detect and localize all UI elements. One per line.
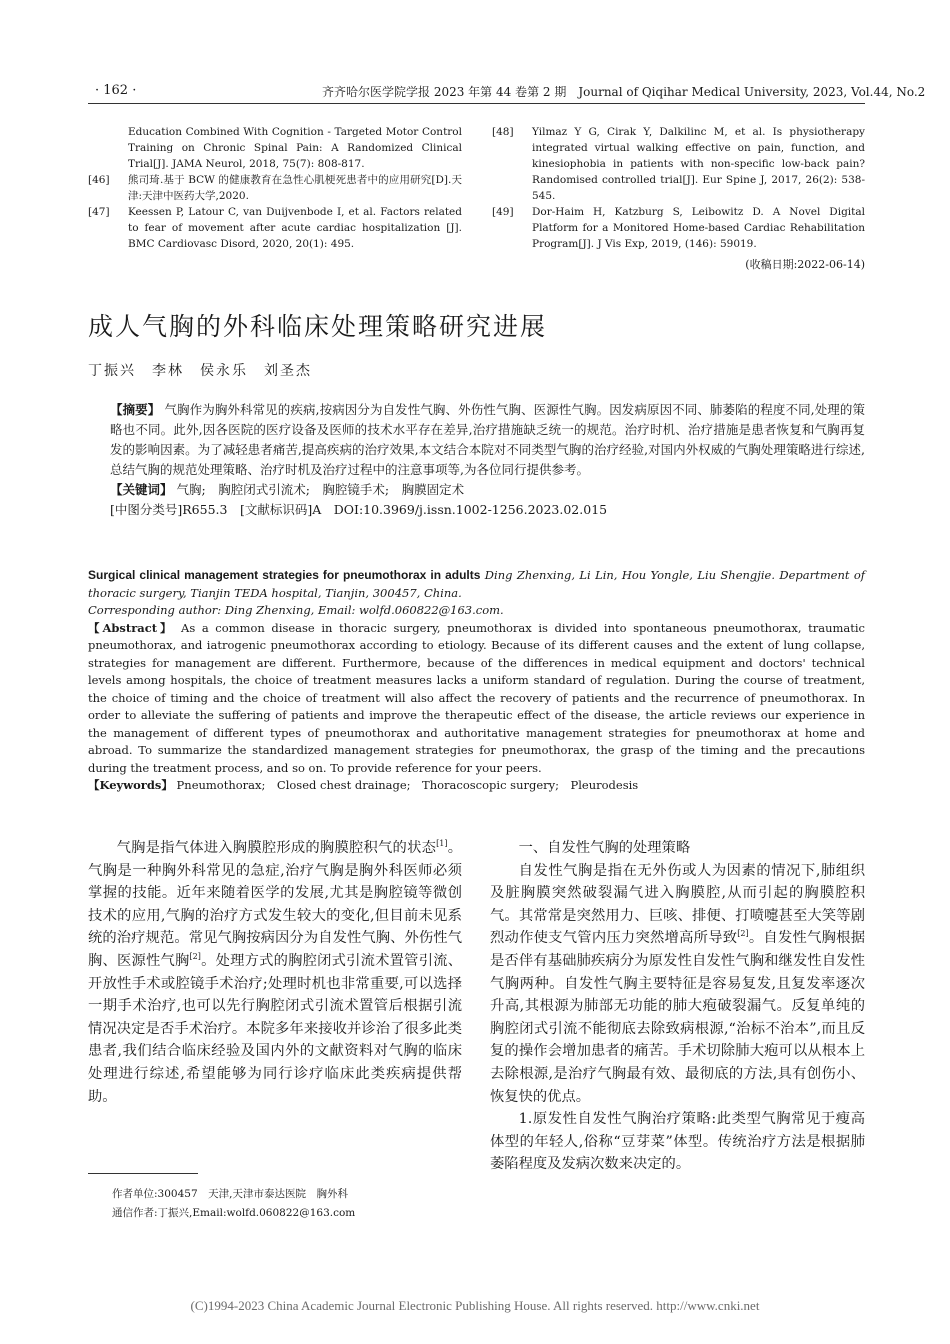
- body-column-right: [490, 837, 865, 1176]
- english-abstract-block: [88, 567, 865, 795]
- abstract-label: 【摘要】: [110, 402, 161, 417]
- english-affiliation: Department of thoracic surgery, Tianjin TEDA hospital, Tianjin, 300457, China.: [88, 568, 866, 600]
- chinese-abstract: [88, 400, 865, 480]
- page-number: · 162 ·: [95, 83, 137, 98]
- section-heading: 一、自发性气胸的处理策略: [518, 840, 691, 856]
- author-affiliation: 作者单位:300457 天津,天津市泰达医院 胸外科: [112, 1188, 348, 1200]
- english-title: Surgical clinical management strategies for pneumothorax in adults: [88, 568, 481, 582]
- citation: [1]: [436, 839, 448, 849]
- header-rule: [88, 103, 865, 104]
- copyright-watermark: (C)1994-2023 China Academic Journal Electronic Publishing House. All rights reserved. http://www.cnki.net: [190, 1298, 760, 1313]
- english-abstract-label: 【Abstract】: [88, 620, 175, 635]
- citation: [2]: [189, 952, 201, 962]
- english-authors: Ding Zhenxing, Li Lin, Hou Yongle, Liu Shengjie.: [484, 568, 775, 582]
- english-keywords-text: Pneumothorax; Closed chest drainage; Thoracoscopic surgery; Pleurodesis: [176, 778, 639, 792]
- footnotes: [112, 1185, 355, 1223]
- reference-item: [49] Dor-Haim H, Katzburg S, Leibowitz D. A Novel Digital Platform for a Monitored Home-based Cardiac Rehabilitation Program[J]. J Vis Exp, 2019, (146): 59019.: [492, 206, 865, 250]
- intro-paragraph: 气胸是指气体进入胸膜腔形成的胸膜腔积气的状态[1]。气胸是一种胸外科常见的急症,治疗气胸是胸外科医师必须掌握的技能。近年来随着医学的发展,尤其是胸腔镜等微创技术的应用,气胸的治疗方式发生较大的变化,但目前未见系统的治疗规范。常见气胸按病因分为自发性气胸、外伤性气胸、医源性气胸[2]。处理方式的胸腔闭式引流术置管引流、开放性手术或腔镜手术治疗;处理时机也非常重要,可以选择一期手术治疗,也可以先行胸腔闭式引流术置管后根据引流情况决定是否手术治疗。本院多年来接收并诊治了很多此类患者,我们结合临床经验及国内外的文献资料对气胸的临床处理进行综述,希望能够为同行诊疗临床此类疾病提供帮助。: [88, 839, 463, 1105]
- body-column-left: [88, 837, 462, 1108]
- abstract-text: 气胸作为胸外科常见的疾病,按病因分为自发性气胸、外伤性气胸、医源性气胸。因发病原因不同、肺萎陷的程度不同,处理的策略也不同。此外,因各医院的医疗设备及医师的技术水平存在差异,治疗措施缺乏统一的规范。治疗时机、治疗措施是患者恢复和气胸再复发的影响因素。为了减轻患者痛苦,提高疾病的治疗效果,本文结合本院对不同类型气胸的治疗经验,对国内外权威的气胸处理策略进行综述,总结气胸的规范处理策略、治疗时机及治疗过程中的注意事项等,为各位同行提供参考。: [110, 402, 865, 477]
- reference-item: Education Combined With Cognition - Targeted Motor Control Training on Chronic Spinal Pain: A Randomized Clinical Trial[J]. JAMA Neurol, 2018, 75(7): 808-817.: [128, 126, 462, 170]
- citation: [2]: [737, 929, 749, 939]
- english-keywords: [88, 777, 865, 795]
- english-corresponding: Corresponding author: Ding Zhenxing, Email: wolfd.060822@163.com.: [88, 603, 504, 617]
- reference-item: [46] 熊司琦.基于 BCW 的健康教育在急性心肌梗死患者中的应用研究[D].天津:天津中医药大学,2020.: [88, 174, 462, 202]
- reference-item: [48] Yilmaz Y G, Cirak Y, Dalkilinc M, et al. Is physiotherapy integrated virtual walking effective on pain, function, and kinesiophobia in patients with non-specific low-back pain? Randomised controlled trial[J]. Eur Spine J, 2017, 26(2): 538-545.: [492, 126, 865, 202]
- body-paragraph: 自发性气胸是指在无外伤或人为因素的情况下,肺组织及脏胸膜突然破裂漏气进入胸膜腔,从而引起的胸膜腔积气。其常常是突然用力、巨咳、排便、打喷嚏甚至大笑等剧烈动作使支气管内压力突然增高所导致[2]。自发性气胸根据是否伴有基础肺疾病分为原发性自发性气胸和继发性自发性气胸两种。自发性气胸主要特征是容易复发,且复发率逐次升高,其根源为肺部无功能的肺大疱破裂漏气。反复单纯的胸腔闭式引流不能彻底去除致病根源,“治标不治本”,而且反复的操作会增加患者的痛苦。手术切除肺大疱可以从根本上去除根源,是治疗气胸最有效、最彻底的方法,具有创伤小、恢复快的优点。: [490, 862, 866, 1105]
- article-authors: 丁振兴 李林 侯永乐 刘圣杰: [88, 363, 312, 379]
- references-right: [492, 124, 865, 272]
- reference-item: [47] Keessen P, Latour C, van Duijvenbode I, et al. Factors related to fear of movement after acute cardiac hospitalization [J]. BMC Cardiovasc Disord, 2020, 20(1): 495.: [88, 206, 462, 250]
- chinese-abstract-block: [88, 400, 865, 520]
- references-left: [88, 124, 462, 252]
- footnote-rule: [88, 1173, 198, 1174]
- received-date: (收稿日期:2022-06-14): [745, 258, 865, 271]
- corresponding-author: 通信作者:丁振兴,Email:wolfd.060822@163.com: [112, 1207, 356, 1219]
- article-title: 成人气胸的外科临床处理策略研究进展: [88, 312, 548, 341]
- english-abstract: [88, 620, 865, 778]
- keywords-text: 气胸; 胸腔闭式引流术; 胸腔镜手术; 胸膜固定术: [176, 482, 465, 497]
- body-paragraph: 1.原发性自发性气胸治疗策略:此类型气胸常见于瘦高体型的年轻人,俗称“豆芽菜”体型。传统治疗方法是根据肺萎陷程度及发病次数来决定的。: [490, 1111, 865, 1173]
- classification: [中图分类号]R655.3 [文献标识码]A DOI:10.3969/j.issn.1002-1256.2023.02.015: [110, 502, 608, 517]
- journal-header: 齐齐哈尔医学院学报 2023 年第 44 卷第 2 期 Journal of Qiqihar Medical University, 2023, Vol.44, No.2: [322, 85, 926, 99]
- keywords-label: 【关键词】: [110, 482, 173, 497]
- chinese-keywords: [88, 480, 865, 500]
- english-abstract-text: As a common disease in thoracic surgery, pneumothorax is divided into spontaneous pneumothorax, traumatic pneumothorax, and iatrogenic pneumothorax according to etiology. Because of its different causes and the extent of lung collapse, strategies for management are different. Furthermore, because of the differences in medical equipment and doctors' technical levels among hospitals, the choice of treatment measures lacks a uniform standard of regulation. During the course of treatment, the choice of timing and the choice of treatment will also affect the recovery of patients and the recurrence of pneumothorax. In order to alleviate the suffering of patients and improve the therapeutic effect of the disease, the article reviews our experience in the management of different types of pneumothorax and authoritative management strategies for pneumothorax at home and abroad. To summarize the standardized management strategies for pneumothorax, the grasp of the timing and the precautions during the treatment process, and so on. To provide reference for your peers.: [88, 620, 865, 775]
- english-title-line: [88, 567, 865, 602]
- english-keywords-label: 【Keywords】: [88, 778, 173, 792]
